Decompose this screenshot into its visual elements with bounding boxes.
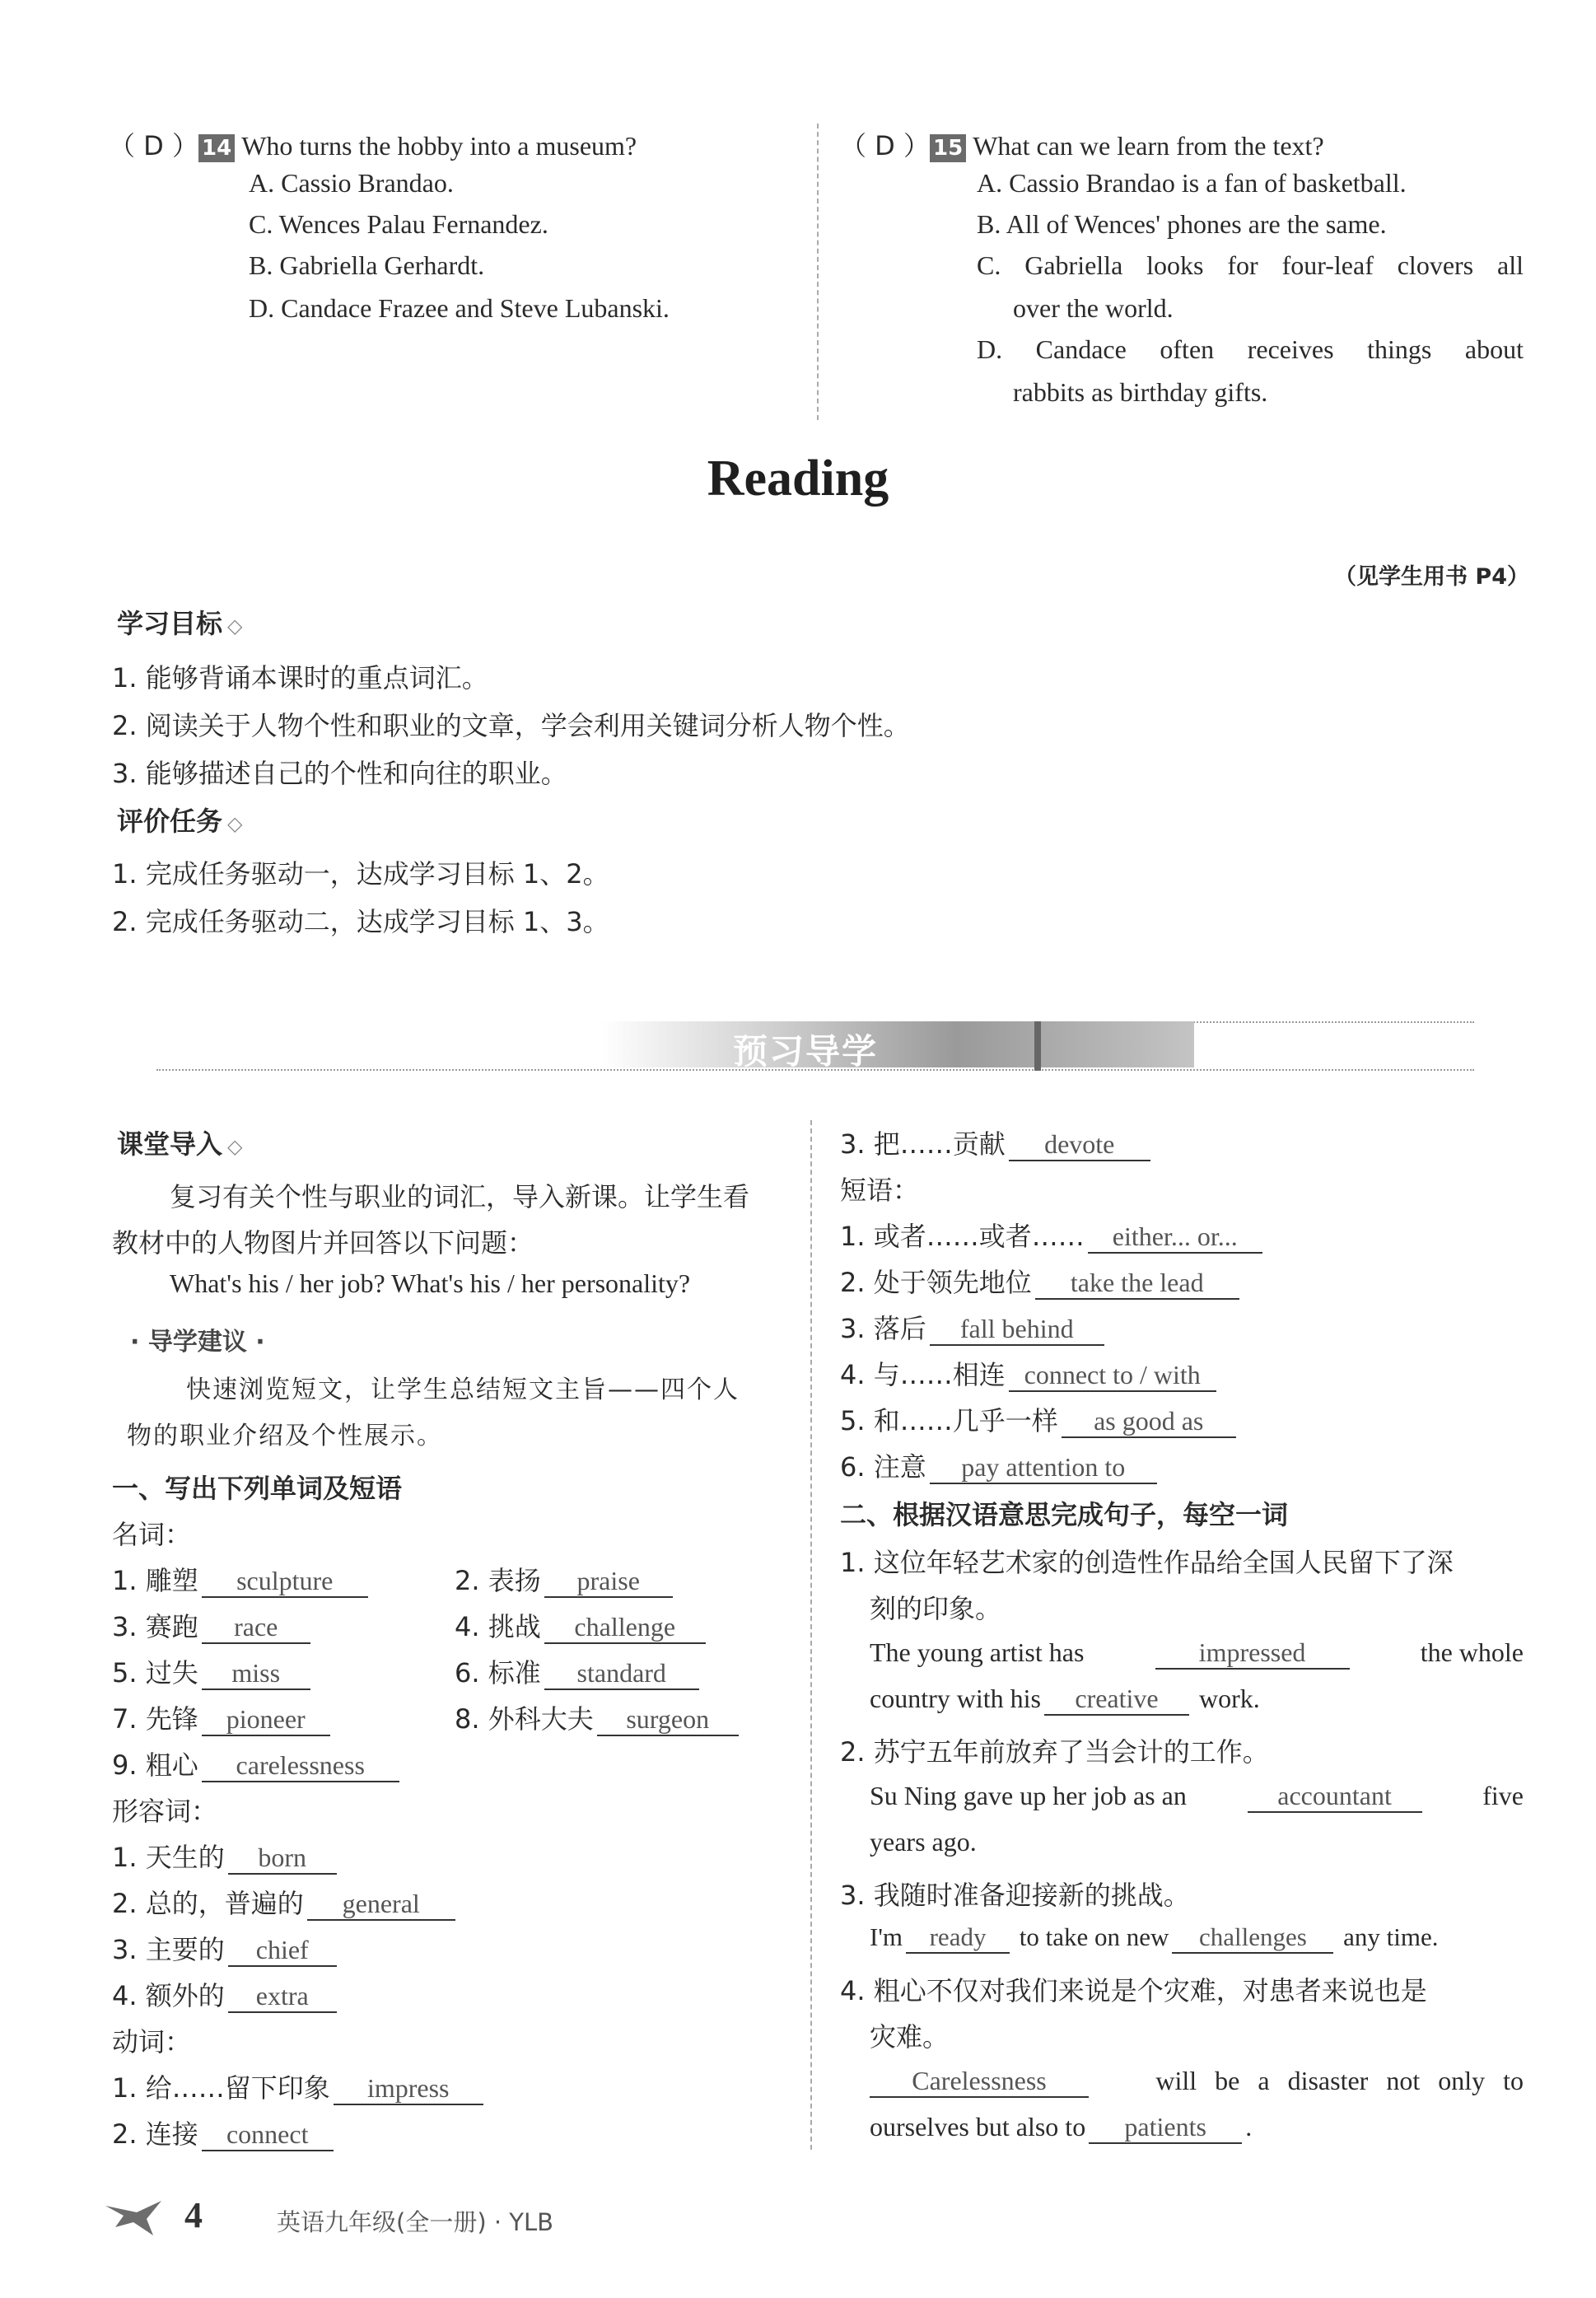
q14-option-a: A. Cassio Brandao. xyxy=(249,168,454,198)
vocab-item: 2. 总的，普遍的 general xyxy=(112,1883,459,1921)
book-reference: （见学生用书 P4） xyxy=(1334,564,1529,590)
vocab-item: 5. 和……几乎一样 as good as xyxy=(840,1400,1239,1438)
vocab-item: 6. 注意 pay attention to xyxy=(840,1446,1160,1484)
q14-option-c: C. Wences Palau Fernandez. xyxy=(249,209,548,239)
vocab-item: 5. 过失 miss xyxy=(112,1652,314,1690)
vocab-item: 6. 标准 standard xyxy=(455,1652,702,1690)
sentence-cn: 3. 我随时准备迎接新的挑战。 xyxy=(840,1880,1190,1911)
vocab-item: 2. 连接 connect xyxy=(112,2114,337,2151)
intro-paragraph: 复习有关个性与职业的词汇，导入新课。让学生看 xyxy=(170,1181,750,1212)
vocab-item: 1. 给……留下印象 impress xyxy=(112,2067,487,2105)
vocab-item: 1. 雕塑 sculpture xyxy=(112,1560,371,1598)
sentence-cn: 刻的印象。 xyxy=(870,1593,1002,1624)
q15-number: 15 xyxy=(930,134,966,162)
q15-option-d: D. Candace often receives things about xyxy=(977,334,1524,364)
q15-line xyxy=(840,125,1324,163)
q15-option-c: C. Gabriella looks for four-leaf clovers all xyxy=(977,250,1524,280)
goal-item: 1. 能够背诵本课时的重点词汇。 xyxy=(112,662,488,694)
goals-heading: 学习目标 ◇ xyxy=(117,608,243,639)
verb-label: 动词： xyxy=(112,2026,192,2057)
q15-option-d-cont: rabbits as birthday gifts. xyxy=(1013,377,1268,407)
book-name: 英语九年级(全一册) · YLB xyxy=(277,2208,554,2236)
guide-text: 物的职业介绍及个性展示。 xyxy=(127,1422,443,1450)
q15-option-a: A. Cassio Brandao is a fan of basketball. xyxy=(977,168,1407,198)
q14-number: 14 xyxy=(198,134,235,162)
phrase-label: 短语： xyxy=(840,1175,920,1206)
vocab-item: 4. 额外的 extra xyxy=(112,1975,340,2013)
part1-heading: 一、写出下列单词及短语 xyxy=(112,1473,403,1504)
sentence-en: years ago. xyxy=(870,1827,977,1857)
column-divider-bottom xyxy=(810,1120,812,2150)
sentence-cn: 4. 粗心不仅对我们来说是个灾难，对患者来说也是 xyxy=(840,1975,1427,2006)
intro-paragraph: 教材中的人物图片并回答以下问题： xyxy=(112,1227,534,1259)
diamond-icon: ◇ xyxy=(227,1135,243,1158)
sentence-en: I'm ready to take on new challenges any time. xyxy=(870,1922,1439,1954)
diamond-icon: ◇ xyxy=(227,614,243,638)
q14-bracket: （ D ） xyxy=(109,130,198,161)
nouns-label: 名词： xyxy=(112,1519,192,1550)
sentence-cn: 2. 苏宁五年前放弃了当会计的工作。 xyxy=(840,1736,1269,1768)
task-item: 2. 完成任务驱动二，达成学习目标 1、3。 xyxy=(112,906,609,937)
q15-option-b: B. All of Wences' phones are the same. xyxy=(977,209,1387,239)
vocab-item: 2. 处于领先地位 take the lead xyxy=(840,1262,1243,1300)
goal-item: 2. 阅读关于人物个性和职业的文章，学会利用关键词分析人物个性。 xyxy=(112,710,910,741)
diamond-icon: ◇ xyxy=(227,812,243,835)
sentence-en: country with his creative work. xyxy=(870,1684,1260,1716)
guide-heading: · 导学建议 · xyxy=(130,1328,265,1357)
q15-option-c-cont: over the world. xyxy=(1013,293,1174,323)
section-banner xyxy=(156,1021,1474,1071)
vocab-item: 3. 主要的 chief xyxy=(112,1929,340,1967)
vocab-item: 4. 挑战 challenge xyxy=(455,1606,709,1644)
sentence-cn: 1. 这位年轻艺术家的创造性作品给全国人民留下了深 xyxy=(840,1547,1454,1578)
sentence-en: Carelessness will be a disaster not only to xyxy=(870,2066,1524,2098)
bird-logo-icon xyxy=(104,2198,163,2239)
q14-option-d: D. Candace Frazee and Steve Lubanski. xyxy=(249,293,670,323)
vocab-item: 1. 或者……或者…… either... or... xyxy=(840,1216,1266,1254)
part2-heading: 二、根据汉语意思完成句子，每空一词 xyxy=(840,1499,1289,1530)
sentence-en: The young artist has impressed the whole xyxy=(870,1637,1524,1670)
task-item: 1. 完成任务驱动一，达成学习目标 1、2。 xyxy=(112,858,609,890)
goal-item: 3. 能够描述自己的个性和向往的职业。 xyxy=(112,758,567,789)
column-divider-top xyxy=(817,124,819,420)
intro-question: What's his / her job? What's his / her personality? xyxy=(170,1268,691,1298)
vocab-item: 1. 天生的 born xyxy=(112,1837,340,1875)
vocab-item: 7. 先锋 pioneer xyxy=(112,1698,334,1736)
vocab-item: 4. 与……相连 connect to / with xyxy=(840,1354,1220,1392)
sentence-cn: 灾难。 xyxy=(870,2021,950,2053)
vocab-item: 3. 落后 fall behind xyxy=(840,1308,1108,1346)
q15-bracket: （ D ） xyxy=(840,130,930,161)
page-number: 4 xyxy=(184,2195,203,2235)
section-title: Reading xyxy=(707,451,889,507)
guide-text: 快速浏览短文，让学生总结短文主旨——四个人 xyxy=(186,1376,740,1404)
vocab-item: 8. 外科大夫 surgeon xyxy=(455,1698,742,1736)
banner-title: 预习导学 xyxy=(733,1031,879,1072)
q14-line xyxy=(109,125,637,163)
sentence-en: Su Ning gave up her job as an accountant five xyxy=(870,1781,1524,1813)
vocab-item: 9. 粗心 carelessness xyxy=(112,1745,403,1782)
vocab-item: 3. 把……贡献 devote xyxy=(840,1123,1154,1161)
tasks-heading: 评价任务 ◇ xyxy=(117,806,243,837)
sentence-en: ourselves but also to patients . xyxy=(870,2112,1252,2144)
q15-question: What can we learn from the text? xyxy=(973,131,1324,161)
q14-question: Who turns the hobby into a museum? xyxy=(241,131,637,161)
vocab-item: 3. 赛跑 race xyxy=(112,1606,314,1644)
intro-heading: 课堂导入 ◇ xyxy=(117,1128,243,1160)
adj-label: 形容词： xyxy=(112,1796,218,1827)
q14-option-b: B. Gabriella Gerhardt. xyxy=(249,250,485,280)
vocab-item: 2. 表扬 praise xyxy=(455,1560,676,1598)
